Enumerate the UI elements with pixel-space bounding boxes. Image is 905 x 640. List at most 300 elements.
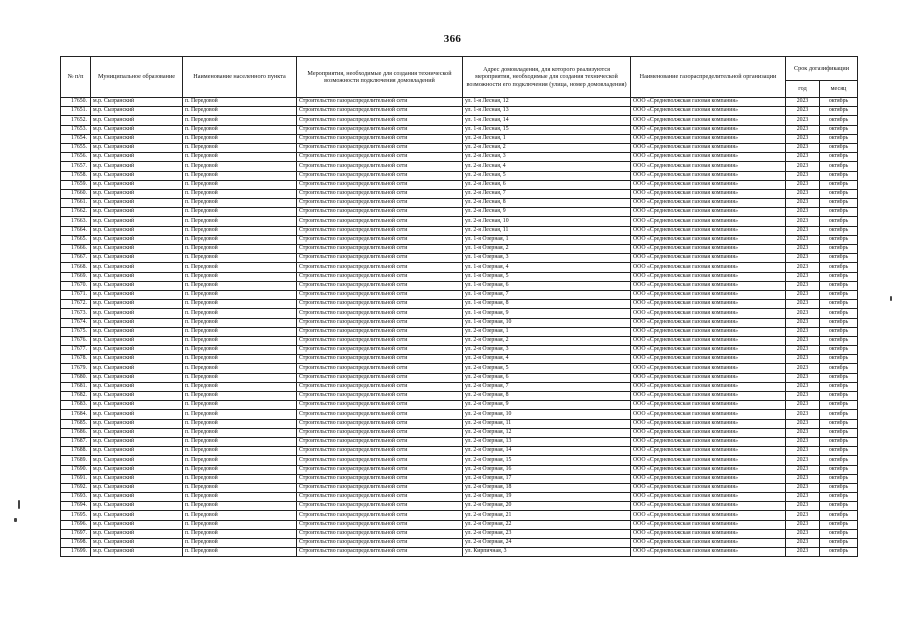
cell-month: октябрь [820, 281, 858, 290]
cell-num: 17654. [61, 134, 91, 143]
table-row [61, 428, 858, 437]
cell-address: ул. 2-я Озерная, 17 [463, 474, 631, 483]
cell-activity: Строительство газораспределительной сети [297, 493, 463, 502]
table-row [61, 245, 858, 254]
cell-month: октябрь [820, 437, 858, 446]
cell-address: ул. 2-я Лесная, 3 [463, 153, 631, 162]
cell-settlement: п. Передовой [183, 483, 297, 492]
cell-activity: Строительство газораспределительной сети [297, 465, 463, 474]
cell-settlement: п. Передовой [183, 143, 297, 152]
cell-num: 17665. [61, 235, 91, 244]
table-row [61, 483, 858, 492]
cell-organization: ООО «Средневолжская газовая компания» [631, 125, 786, 134]
cell-activity: Строительство газораспределительной сети [297, 373, 463, 382]
cell-settlement: п. Передовой [183, 134, 297, 143]
cell-municipality: м.р. Сызранский [91, 134, 183, 143]
cell-municipality: м.р. Сызранский [91, 419, 183, 428]
cell-year: 2023 [786, 180, 820, 189]
cell-activity: Строительство газораспределительной сети [297, 456, 463, 465]
cell-address: ул. 2-я Лесная, 6 [463, 180, 631, 189]
cell-activity: Строительство газораспределительной сети [297, 217, 463, 226]
cell-organization: ООО «Средневолжская газовая компания» [631, 364, 786, 373]
header-month: месяц [820, 81, 858, 98]
cell-municipality: м.р. Сызранский [91, 254, 183, 263]
cell-activity: Строительство газораспределительной сети [297, 189, 463, 198]
table-row [61, 143, 858, 152]
cell-settlement: п. Передовой [183, 355, 297, 364]
cell-num: 17673. [61, 309, 91, 318]
cell-activity: Строительство газораспределительной сети [297, 107, 463, 116]
cell-num: 17660. [61, 189, 91, 198]
cell-organization: ООО «Средневолжская газовая компания» [631, 483, 786, 492]
cell-organization: ООО «Средневолжская газовая компания» [631, 281, 786, 290]
cell-year: 2023 [786, 98, 820, 107]
cell-num: 17692. [61, 483, 91, 492]
cell-settlement: п. Передовой [183, 162, 297, 171]
cell-num: 17678. [61, 355, 91, 364]
cell-num: 17674. [61, 318, 91, 327]
table-row [61, 493, 858, 502]
cell-num: 17651. [61, 107, 91, 116]
cell-num: 17686. [61, 428, 91, 437]
cell-year: 2023 [786, 254, 820, 263]
cell-municipality: м.р. Сызранский [91, 447, 183, 456]
cell-month: октябрь [820, 327, 858, 336]
cell-activity: Строительство газораспределительной сети [297, 153, 463, 162]
cell-organization: ООО «Средневолжская газовая компания» [631, 300, 786, 309]
table-row [61, 511, 858, 520]
cell-organization: ООО «Средневолжская газовая компания» [631, 346, 786, 355]
cell-month: октябрь [820, 98, 858, 107]
cell-settlement: п. Передовой [183, 245, 297, 254]
cell-organization: ООО «Средневолжская газовая компания» [631, 189, 786, 198]
cell-month: октябрь [820, 355, 858, 364]
table-row [61, 382, 858, 391]
table-row [61, 474, 858, 483]
cell-settlement: п. Передовой [183, 447, 297, 456]
cell-municipality: м.р. Сызранский [91, 346, 183, 355]
cell-activity: Строительство газораспределительной сети [297, 336, 463, 345]
cell-municipality: м.р. Сызранский [91, 125, 183, 134]
cell-settlement: п. Передовой [183, 511, 297, 520]
cell-activity: Строительство газораспределительной сети [297, 318, 463, 327]
table-row [61, 290, 858, 299]
cell-municipality: м.р. Сызранский [91, 226, 183, 235]
table-row [61, 180, 858, 189]
cell-settlement: п. Передовой [183, 281, 297, 290]
table-row [61, 419, 858, 428]
table-row [61, 355, 858, 364]
cell-organization: ООО «Средневолжская газовая компания» [631, 263, 786, 272]
cell-num: 17688. [61, 447, 91, 456]
cell-municipality: м.р. Сызранский [91, 373, 183, 382]
table-row [61, 162, 858, 171]
cell-settlement: п. Передовой [183, 180, 297, 189]
cell-activity: Строительство газораспределительной сети [297, 447, 463, 456]
cell-organization: ООО «Средневолжская газовая компания» [631, 217, 786, 226]
cell-organization: ООО «Средневолжская газовая компания» [631, 401, 786, 410]
cell-year: 2023 [786, 502, 820, 511]
cell-activity: Строительство газораспределительной сети [297, 483, 463, 492]
cell-num: 17670. [61, 281, 91, 290]
cell-activity: Строительство газораспределительной сети [297, 162, 463, 171]
cell-month: октябрь [820, 373, 858, 382]
table-row [61, 410, 858, 419]
cell-address: ул. 2-я Озерная, 21 [463, 511, 631, 520]
cell-address: ул. 1-я Лесная, 12 [463, 98, 631, 107]
cell-activity: Строительство газораспределительной сети [297, 474, 463, 483]
cell-settlement: п. Передовой [183, 392, 297, 401]
cell-settlement: п. Передовой [183, 153, 297, 162]
cell-month: октябрь [820, 382, 858, 391]
cell-num: 17653. [61, 125, 91, 134]
cell-year: 2023 [786, 410, 820, 419]
cell-settlement: п. Передовой [183, 493, 297, 502]
table-row [61, 208, 858, 217]
cell-municipality: м.р. Сызранский [91, 272, 183, 281]
cell-settlement: п. Передовой [183, 300, 297, 309]
cell-organization: ООО «Средневолжская газовая компания» [631, 98, 786, 107]
cell-municipality: м.р. Сызранский [91, 309, 183, 318]
cell-organization: ООО «Средневолжская газовая компания» [631, 520, 786, 529]
cell-year: 2023 [786, 107, 820, 116]
cell-address: ул. 1-я Лесная, 14 [463, 116, 631, 125]
cell-settlement: п. Передовой [183, 437, 297, 446]
cell-year: 2023 [786, 116, 820, 125]
cell-address: ул. 2-я Озерная, 19 [463, 493, 631, 502]
cell-month: октябрь [820, 263, 858, 272]
table-row [61, 539, 858, 548]
table-row [61, 327, 858, 336]
cell-year: 2023 [786, 520, 820, 529]
cell-organization: ООО «Средневолжская газовая компания» [631, 392, 786, 401]
table-row [61, 529, 858, 538]
page-number: 366 [443, 33, 462, 45]
cell-municipality: м.р. Сызранский [91, 116, 183, 125]
table-row [61, 364, 858, 373]
cell-year: 2023 [786, 401, 820, 410]
cell-num: 17671. [61, 290, 91, 299]
cell-activity: Строительство газораспределительной сети [297, 143, 463, 152]
cell-municipality: м.р. Сызранский [91, 520, 183, 529]
table-row [61, 217, 858, 226]
table-row [61, 300, 858, 309]
cell-organization: ООО «Средневолжская газовая компания» [631, 502, 786, 511]
cell-municipality: м.р. Сызранский [91, 364, 183, 373]
cell-municipality: м.р. Сызранский [91, 153, 183, 162]
cell-num: 17675. [61, 327, 91, 336]
cell-settlement: п. Передовой [183, 539, 297, 548]
table-row [61, 134, 858, 143]
header-organization: Наименование газораспределительной организации [631, 57, 786, 98]
table-row [61, 318, 858, 327]
cell-year: 2023 [786, 355, 820, 364]
cell-num: 17685. [61, 419, 91, 428]
cell-organization: ООО «Средневолжская газовая компания» [631, 309, 786, 318]
cell-municipality: м.р. Сызранский [91, 300, 183, 309]
cell-organization: ООО «Средневолжская газовая компания» [631, 474, 786, 483]
cell-num: 17680. [61, 373, 91, 382]
table-row [61, 401, 858, 410]
table-row [61, 116, 858, 125]
cell-activity: Строительство газораспределительной сети [297, 199, 463, 208]
cell-address: ул. Кирпичная, 3 [463, 548, 631, 557]
cell-settlement: п. Передовой [183, 263, 297, 272]
cell-organization: ООО «Средневолжская газовая компания» [631, 493, 786, 502]
cell-organization: ООО «Средневолжская газовая компания» [631, 373, 786, 382]
cell-organization: ООО «Средневолжская газовая компания» [631, 511, 786, 520]
cell-municipality: м.р. Сызранский [91, 401, 183, 410]
cell-organization: ООО «Средневолжская газовая компания» [631, 116, 786, 125]
cell-organization: ООО «Средневолжская газовая компания» [631, 134, 786, 143]
cell-activity: Строительство газораспределительной сети [297, 511, 463, 520]
table-body [61, 98, 858, 557]
cell-activity: Строительство газораспределительной сети [297, 235, 463, 244]
cell-year: 2023 [786, 346, 820, 355]
cell-num: 17694. [61, 502, 91, 511]
cell-settlement: п. Передовой [183, 125, 297, 134]
cell-address: ул. 2-я Лесная, 5 [463, 171, 631, 180]
table-row [61, 346, 858, 355]
cell-settlement: п. Передовой [183, 272, 297, 281]
cell-settlement: п. Передовой [183, 364, 297, 373]
cell-address: ул. 2-я Озерная, 6 [463, 373, 631, 382]
cell-year: 2023 [786, 300, 820, 309]
table-row [61, 272, 858, 281]
cell-settlement: п. Передовой [183, 199, 297, 208]
cell-organization: ООО «Средневолжская газовая компания» [631, 254, 786, 263]
cell-activity: Строительство газораспределительной сети [297, 529, 463, 538]
cell-settlement: п. Передовой [183, 428, 297, 437]
cell-month: октябрь [820, 153, 858, 162]
cell-year: 2023 [786, 465, 820, 474]
cell-month: октябрь [820, 419, 858, 428]
cell-month: октябрь [820, 520, 858, 529]
cell-settlement: п. Передовой [183, 116, 297, 125]
cell-settlement: п. Передовой [183, 235, 297, 244]
cell-year: 2023 [786, 290, 820, 299]
table-row [61, 226, 858, 235]
cell-organization: ООО «Средневолжская газовая компания» [631, 355, 786, 364]
cell-num: 17656. [61, 153, 91, 162]
cell-month: октябрь [820, 428, 858, 437]
cell-month: октябрь [820, 235, 858, 244]
cell-month: октябрь [820, 143, 858, 152]
cell-num: 17681. [61, 382, 91, 391]
cell-activity: Строительство газораспределительной сети [297, 539, 463, 548]
cell-municipality: м.р. Сызранский [91, 474, 183, 483]
cell-activity: Строительство газораспределительной сети [297, 263, 463, 272]
cell-activity: Строительство газораспределительной сети [297, 382, 463, 391]
cell-year: 2023 [786, 373, 820, 382]
cell-year: 2023 [786, 511, 820, 520]
cell-settlement: п. Передовой [183, 373, 297, 382]
header-term: Срок догазификации [786, 57, 858, 81]
cell-num: 17663. [61, 217, 91, 226]
header-address: Адрес домовладения, для которого реализуются мероприятия, необходимые для создания технической возможности его подключения (улица, номер домовладения) [463, 57, 631, 98]
cell-year: 2023 [786, 382, 820, 391]
cell-activity: Строительство газораспределительной сети [297, 401, 463, 410]
cell-num: 17666. [61, 245, 91, 254]
cell-activity: Строительство газораспределительной сети [297, 428, 463, 437]
cell-month: октябрь [820, 290, 858, 299]
cell-address: ул. 1-я Озерная, 8 [463, 300, 631, 309]
cell-num: 17658. [61, 171, 91, 180]
cell-activity: Строительство газораспределительной сети [297, 300, 463, 309]
cell-organization: ООО «Средневолжская газовая компания» [631, 336, 786, 345]
cell-municipality: м.р. Сызранский [91, 437, 183, 446]
cell-month: октябрь [820, 300, 858, 309]
table-row [61, 189, 858, 198]
cell-address: ул. 2-я Лесная, 10 [463, 217, 631, 226]
cell-month: октябрь [820, 199, 858, 208]
cell-organization: ООО «Средневолжская газовая компания» [631, 437, 786, 446]
cell-num: 17672. [61, 300, 91, 309]
cell-address: ул. 1-я Озерная, 1 [463, 235, 631, 244]
table-row [61, 336, 858, 345]
cell-year: 2023 [786, 134, 820, 143]
cell-year: 2023 [786, 189, 820, 198]
cell-settlement: п. Передовой [183, 290, 297, 299]
cell-year: 2023 [786, 493, 820, 502]
cell-municipality: м.р. Сызранский [91, 217, 183, 226]
cell-municipality: м.р. Сызранский [91, 382, 183, 391]
cell-year: 2023 [786, 539, 820, 548]
cell-num: 17679. [61, 364, 91, 373]
cell-address: ул. 2-я Озерная, 22 [463, 520, 631, 529]
cell-month: октябрь [820, 493, 858, 502]
cell-year: 2023 [786, 392, 820, 401]
cell-month: октябрь [820, 116, 858, 125]
table-row [61, 254, 858, 263]
cell-address: ул. 2-я Лесная, 8 [463, 199, 631, 208]
cell-organization: ООО «Средневолжская газовая компания» [631, 208, 786, 217]
cell-address: ул. 2-я Озерная, 15 [463, 456, 631, 465]
cell-year: 2023 [786, 281, 820, 290]
cell-organization: ООО «Средневолжская газовая компания» [631, 548, 786, 557]
cell-address: ул. 1-я Озерная, 5 [463, 272, 631, 281]
cell-year: 2023 [786, 419, 820, 428]
cell-settlement: п. Передовой [183, 327, 297, 336]
cell-address: ул. 2-я Озерная, 5 [463, 364, 631, 373]
cell-year: 2023 [786, 447, 820, 456]
cell-year: 2023 [786, 208, 820, 217]
table-row [61, 520, 858, 529]
cell-settlement: п. Передовой [183, 208, 297, 217]
cell-municipality: м.р. Сызранский [91, 290, 183, 299]
cell-month: октябрь [820, 456, 858, 465]
header-municipality: Муниципальное образование [91, 57, 183, 98]
cell-activity: Строительство газораспределительной сети [297, 226, 463, 235]
cell-settlement: п. Передовой [183, 456, 297, 465]
cell-address: ул. 1-я Озерная, 10 [463, 318, 631, 327]
cell-address: ул. 2-я Лесная, 11 [463, 226, 631, 235]
cell-num: 17657. [61, 162, 91, 171]
table-row [61, 437, 858, 446]
cell-activity: Строительство газораспределительной сети [297, 245, 463, 254]
cell-settlement: п. Передовой [183, 346, 297, 355]
cell-activity: Строительство газораспределительной сети [297, 180, 463, 189]
cell-month: октябрь [820, 318, 858, 327]
cell-municipality: м.р. Сызранский [91, 318, 183, 327]
cell-month: октябрь [820, 125, 858, 134]
cell-organization: ООО «Средневолжская газовая компания» [631, 529, 786, 538]
cell-activity: Строительство газораспределительной сети [297, 410, 463, 419]
cell-month: октябрь [820, 401, 858, 410]
cell-activity: Строительство газораспределительной сети [297, 171, 463, 180]
cell-municipality: м.р. Сызранский [91, 281, 183, 290]
cell-settlement: п. Передовой [183, 254, 297, 263]
cell-municipality: м.р. Сызранский [91, 180, 183, 189]
cell-address: ул. 2-я Озерная, 20 [463, 502, 631, 511]
cell-activity: Строительство газораспределительной сети [297, 254, 463, 263]
cell-month: октябрь [820, 548, 858, 557]
cell-municipality: м.р. Сызранский [91, 336, 183, 345]
cell-address: ул. 2-я Озерная, 16 [463, 465, 631, 474]
cell-num: 17662. [61, 208, 91, 217]
cell-month: октябрь [820, 171, 858, 180]
cell-address: ул. 1-я Озерная, 3 [463, 254, 631, 263]
cell-address: ул. 2-я Лесная, 1 [463, 134, 631, 143]
cell-address: ул. 1-я Озерная, 7 [463, 290, 631, 299]
cell-activity: Строительство газораспределительной сети [297, 548, 463, 557]
cell-year: 2023 [786, 199, 820, 208]
cell-municipality: м.р. Сызранский [91, 107, 183, 116]
table-row [61, 373, 858, 382]
cell-num: 17664. [61, 226, 91, 235]
cell-municipality: м.р. Сызранский [91, 327, 183, 336]
cell-organization: ООО «Средневолжская газовая компания» [631, 245, 786, 254]
cell-num: 17667. [61, 254, 91, 263]
cell-month: октябрь [820, 217, 858, 226]
cell-year: 2023 [786, 309, 820, 318]
cell-organization: ООО «Средневолжская газовая компания» [631, 180, 786, 189]
gasification-table [60, 56, 858, 557]
cell-municipality: м.р. Сызранский [91, 428, 183, 437]
cell-month: октябрь [820, 465, 858, 474]
cell-organization: ООО «Средневолжская газовая компания» [631, 419, 786, 428]
cell-address: ул. 1-я Озерная, 6 [463, 281, 631, 290]
table-row [61, 309, 858, 318]
cell-month: октябрь [820, 254, 858, 263]
cell-municipality: м.р. Сызранский [91, 235, 183, 244]
cell-municipality: м.р. Сызранский [91, 143, 183, 152]
table-row [61, 456, 858, 465]
cell-num: 17676. [61, 336, 91, 345]
cell-month: октябрь [820, 134, 858, 143]
cell-municipality: м.р. Сызранский [91, 502, 183, 511]
cell-municipality: м.р. Сызранский [91, 539, 183, 548]
cell-address: ул. 2-я Озерная, 1 [463, 327, 631, 336]
cell-settlement: п. Передовой [183, 226, 297, 235]
cell-address: ул. 1-я Озерная, 4 [463, 263, 631, 272]
cell-municipality: м.р. Сызранский [91, 392, 183, 401]
cell-settlement: п. Передовой [183, 529, 297, 538]
cell-activity: Строительство газораспределительной сети [297, 116, 463, 125]
cell-num: 17684. [61, 410, 91, 419]
cell-year: 2023 [786, 428, 820, 437]
cell-municipality: м.р. Сызранский [91, 199, 183, 208]
cell-address: ул. 2-я Озерная, 7 [463, 382, 631, 391]
cell-activity: Строительство газораспределительной сети [297, 364, 463, 373]
cell-num: 17661. [61, 199, 91, 208]
cell-settlement: п. Передовой [183, 309, 297, 318]
cell-settlement: п. Передовой [183, 171, 297, 180]
cell-num: 17695. [61, 511, 91, 520]
cell-year: 2023 [786, 318, 820, 327]
cell-municipality: м.р. Сызранский [91, 189, 183, 198]
cell-address: ул. 2-я Озерная, 14 [463, 447, 631, 456]
